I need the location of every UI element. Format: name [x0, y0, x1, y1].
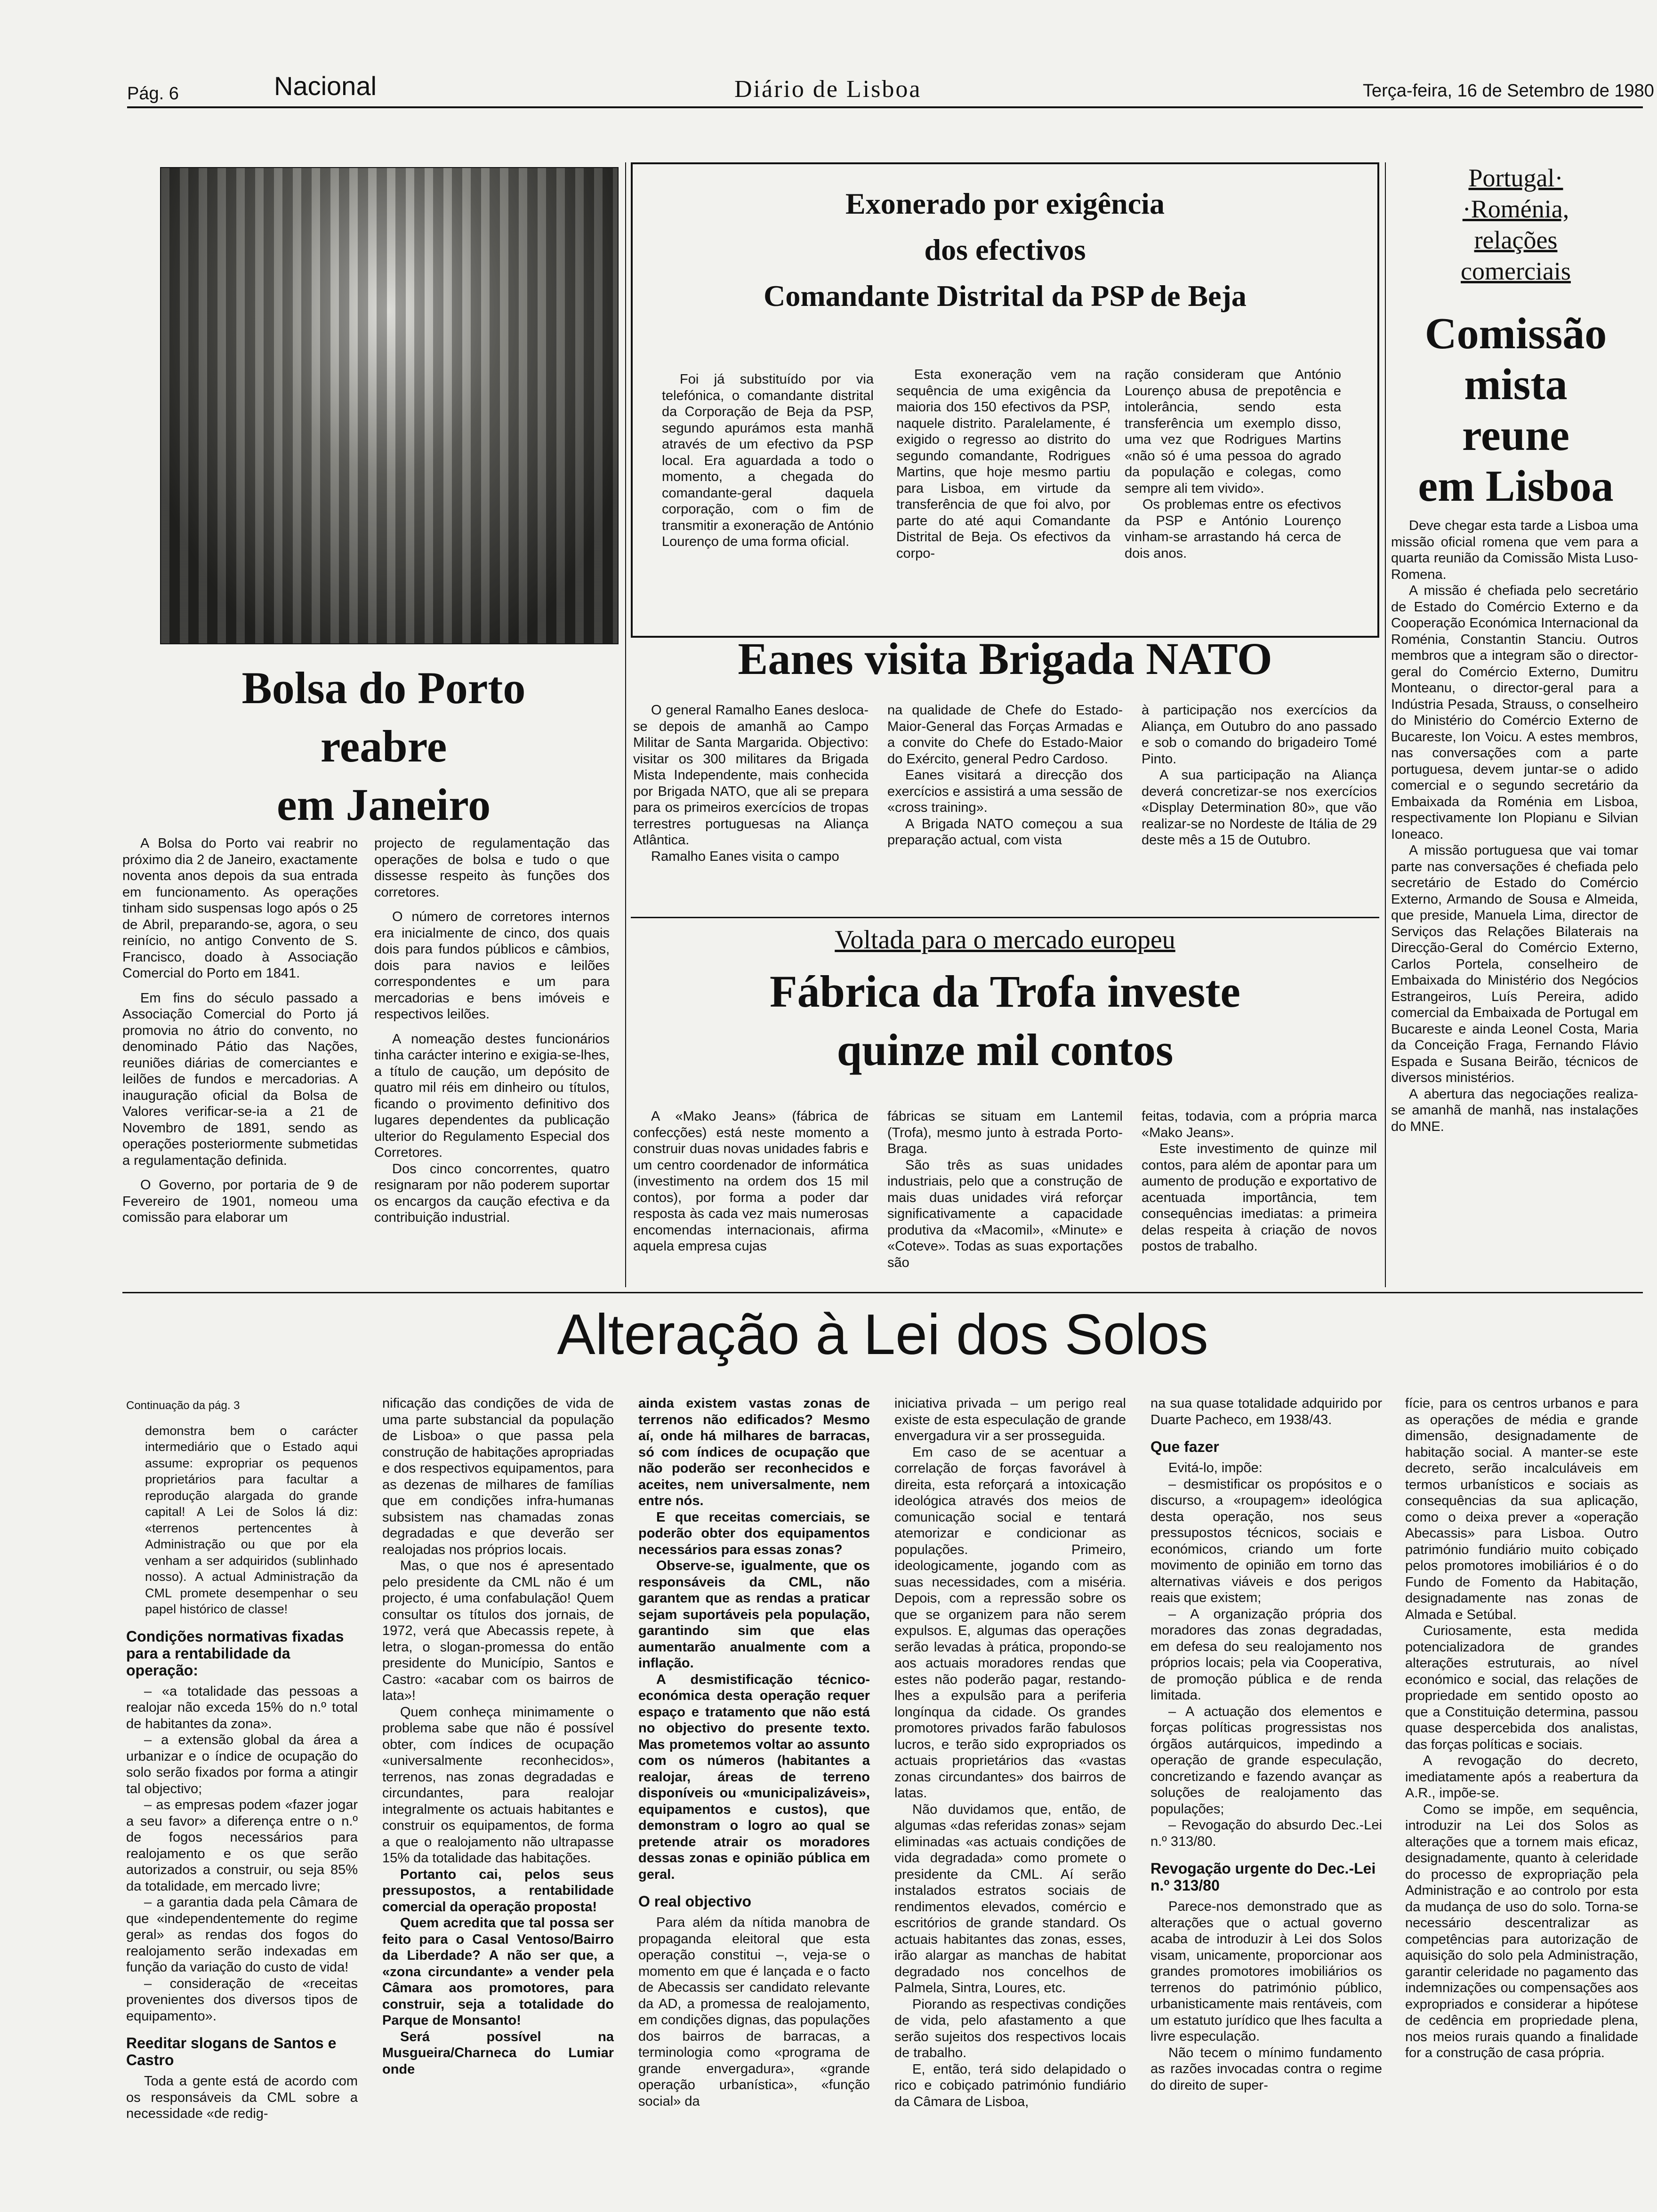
solos-column-2 [382, 1395, 614, 2077]
psp-headline-line3: Comandante Distrital da PSP de Beja [764, 279, 1247, 313]
solos-paragraph: E que receitas comerciais, se poderão obter dos equipamentos necessários para essas zonas? [638, 1509, 870, 1557]
masthead: Diário de Lisboa [734, 76, 922, 103]
page-number: Pág. 6 [127, 84, 179, 104]
kicker-line: relações [1474, 226, 1558, 254]
solos-paragraph: Curiosamente, esta medida potencializadora de grandes alterações estruturais, ao nível económico e social, das relações de propriedade em sentido oposto ao que a Constituição determina, passou quase despercebida dos analistas, das forças políticas e sociais. [1405, 1623, 1638, 1752]
romenia-paragraph: A missão é chefiada pelo secretário de Estado do Comércio Externo e da Cooperação Económica Internacional da Roménia, Constantin Stanciu. Outros membros que a integram são o director-geral do Comércio Externo, Dumitru Monteanu, o director-geral para a Indústria Pesada, Strauss, o conselheiro do Ministério do Comércio Externo de Bucareste, Ion Voicu. A estes membros, nas conversações com a parte portuguesa, devem juntar-se o adido comercial e o segundo secretário da Embaixada da Roménia em Lisboa, respectivamente Ion Plopianu e Silvian Ioneaco. [1391, 583, 1638, 842]
solos-paragraph: Mas, o que nos é apresentado pelo presidente da CML não é um projecto, é uma confabulação! Quem consultar os títulos dos jornais, de 1972, verá que Abecassis repete, à letra, o slogan-promessa do então presidente do Município, Santos e Castro: «acabar com os bairros de lata»! [382, 1558, 614, 1703]
psp-paragraph: Foi já substituído por via telefónica, o comandante distrital da Corporação de Beja da PSP, segundo apurámos esta manhã através de um efectivo da PSP local. Era aguardada a todo o momento, a chegada do comandante-geral daquela corporação, com o fim de transmitir a exoneração de António Lourenço de uma forma oficial. [662, 372, 874, 549]
romenia-headline [1393, 308, 1638, 512]
headline-line: mista [1464, 360, 1568, 409]
subheading: Condições normativas fixadas para a rentabilidade da operação: [126, 1627, 344, 1679]
solos-headline: Alteração à Lei dos Solos [557, 1302, 1208, 1366]
eanes-paragraph: Eanes visitará a direcção dos exercícios e assistirá a uma sessão de «cross training». [887, 768, 1123, 815]
headline-line: Comissão [1424, 309, 1607, 358]
subheading: Que fazer [1150, 1438, 1219, 1455]
solos-paragraph: E, então, terá sido delapidado o rico e cobiçado património fundiário da Câmara de Lisboa, [894, 2061, 1126, 2109]
headline-line: em Janeiro [276, 779, 491, 830]
solos-paragraph: Parece-nos demonstrado que as alterações que o actual governo acaba de introduzir à Lei dos Solos visam, unicamente, proporcionar aos grandes promotores imobiliários os terrenos do património público, urbanisticamente mais rentáveis, com um estatuto jurídico que lhes faculta a livre especulação. [1150, 1899, 1382, 2044]
psp-article-box [631, 162, 1379, 638]
psp-paragraph: ração consideram que António Lourenço abusa de prepotência e intolerância, sendo esta transferência um exemplo disso, uma vez que Rodrigues Martins «não só é uma pessoa do agrado da população e colegas, como sempre ali tem vivido». [1125, 367, 1341, 496]
solos-paragraph: – a extensão global da área a urbanizar e o índice de ocupação do solo serão fixados por forma a atingir tal objectivo; [126, 1732, 358, 1796]
trofa-paragraph: feitas, todavia, com a própria marca «Mako Jeans». [1142, 1109, 1377, 1140]
bolsa-paragraph: Dos cinco concorrentes, quatro resignaram por não poderem suportar os encargos da caução efectiva e da contribuição industrial. [374, 1161, 610, 1225]
solos-paragraph: Será possível na Musgueira/Charneca do Lumiar onde [382, 2029, 614, 2077]
psp-column-3 [1125, 367, 1341, 561]
solos-paragraph: – A actuação dos elementos e forças políticas progressistas nos órgãos autárquicos, impedindo a operação de grande especulação, concretizando e fazendo avançar as soluções de realojamento das populações; [1150, 1704, 1382, 1817]
kicker-line: comerciais [1461, 257, 1571, 285]
bolsa-paragraph: projecto de regulamentação das operações de bolsa e tudo o que dissesse respeito às funções dos corretores. [374, 836, 610, 900]
bolsa-headline [141, 659, 626, 834]
headline-line: Bolsa do Porto [241, 663, 526, 713]
bolsa-column-1 [122, 835, 358, 1226]
eanes-column-2 [887, 702, 1123, 849]
issue-date: Terça-feira, 16 de Setembro de 1980 [1363, 81, 1654, 101]
psp-headline-line2: dos efectivos [924, 233, 1086, 266]
solos-paragraph: Quem acredita que tal possa ser feito para o Casal Ventoso/Bairro da Liberdade? A não ser que, a «zona circundante» a vender pela Câmara aos promotores, para construir, seja a totalidade do Parque de Monsanto! [382, 1915, 614, 2028]
psp-column-2 [896, 367, 1110, 561]
solos-paragraph: iniciativa privada – um perigo real existe de esta especulação de grande envergadura vir a ser prosseguida. [894, 1396, 1126, 1443]
headline-line: reabre [320, 721, 447, 771]
kicker-line: Portugal· [1468, 164, 1563, 192]
eanes-paragraph: A Brigada NATO começou a sua preparação actual, com vista [887, 816, 1123, 848]
header-rule [127, 106, 1643, 108]
solos-paragraph: demonstra bem o carácter intermediário que o Estado aqui assume: expropriar os pequenos proprietários para facultar a reprodução alargada do grande capital! A Lei de Solos lá diz: «terrenos pertencentes à Administração ou que por ela venham a ser adquiridos (sublinhado nosso). A actual Administração da CML promete desempenhar o seu papel histórico de classe! [145, 1423, 358, 1616]
continuation-note: Continuação da pág. 3 [126, 1399, 240, 1412]
solos-column-4 [894, 1395, 1126, 2110]
eanes-paragraph: Ramalho Eanes visita o campo [651, 849, 839, 864]
subheading: Revogação urgente do Dec.-Lei n.º 313/80 [1150, 1860, 1376, 1894]
solos-paragraph: A revogação do decreto, imediatamente após a reabertura da A.R., impõe-se. [1405, 1753, 1638, 1801]
romenia-kicker [1393, 162, 1638, 287]
solos-paragraph: A desmistificação técnico-económica desta operação requer espaço e tratamento que não está no objectivo do presente texto. Mas prometemos voltar ao assunto com os números (habitantes a realojar, áreas de terreno disponíveis ou «municipalizáveis», equipamentos e custos), que demonstram o logro ao qual se pretende atrair os moradores dessas zonas e opinião pública em geral. [638, 1672, 870, 1882]
bolsa-column-2 [374, 835, 610, 1226]
solos-paragraph: Como se impõe, em sequência, introduzir na Lei dos Solos as alterações que a tornem mais eficaz, designadamente, quanto à celeridade do processo de expropriação pela Administração e ao controlo por esta da mudança de uso do solo. Torna-se necessário descentralizar as competências para autorização de aquisição do solo pela Administração, garantir celeridade no pagamento das indemnizações ou compensações aos expropriados e considerar a hipótese de cedência em propriedade plena, nos meios rurais quando a finalidade for a construção de casa própria. [1405, 1802, 1638, 2060]
solos-column-3 [638, 1395, 870, 2109]
headline-line: Fábrica da Trofa investe [770, 966, 1240, 1017]
solos-paragraph: – as empresas podem «fazer jogar a seu favor» a diferença entre o n.º de fogos necessários para realojamento e os que serão autorizados a construir, ou seja 85% da totalidade, em mercado livre; [126, 1797, 358, 1894]
solos-paragraph: – desmistificar os propósitos e o discurso, a «roupagem» ideológica desta operação, nos seus pressupostos técnicos, sociais e económicos, criando um forte movimento de opinião em torno das alternativas viáveis e dos perigos reais que existem; [1150, 1476, 1382, 1605]
romenia-paragraph: Deve chegar esta tarde a Lisboa uma missão oficial romena que vem para a quarta reunião da Comissão Mista Luso-Romena. [1391, 518, 1638, 582]
bolsa-paragraph: O Governo, por portaria de 9 de Fevereiro de 1901, nomeou uma comissão para elaborar um [122, 1178, 358, 1225]
subheading: Reeditar slogans de Santos e Castro [126, 2035, 337, 2068]
headline-line: em Lisboa [1418, 462, 1614, 511]
headline-line: quinze mil contos [837, 1025, 1174, 1075]
solos-column-6 [1405, 1395, 1638, 2061]
solos-paragraph: Toda a gente está de acordo com os responsáveis da CML sobre a necessidade «de redig- [126, 2074, 358, 2121]
bolsa-hall-photo [160, 167, 619, 644]
solos-paragraph: ainda existem vastas zonas de terrenos não edificados? Mesmo aí, onde há milhares de barracas, só com índices de ocupação que não poderão ser reconhecidos e aceites, nem universalmente, nem entre nós. [638, 1396, 870, 1508]
solos-paragraph: Para além da nítida manobra de propaganda eleitoral que esta operação constitui –, veja-se o momento em que é lançada e o facto de Abecassis ser candidato relevante da AD, a promessa de realojamento, em condições dignas, das populações dos bairros de barracas, a terminologia como «programa de grande envergadura», «grande operação urbanística», «função social» da [638, 1915, 870, 2109]
solos-paragraph: – Revogação do absurdo Dec.-Lei n.º 313/80. [1150, 1818, 1382, 1849]
solos-paragraph: Piorando as respectivas condições de vida, pelo afastamento a que serão sujeitos dos respectivos locais de trabalho. [894, 1996, 1126, 2060]
solos-paragraph: Em caso de se acentuar a correlação de forças favorável à direita, esta reforçará a intoxicação ideológica através dos meios de comunicação social e tentará atemorizar e condicionar as populações. Primeiro, ideologicamente, jogando com as suas necessidades, com a miséria. Depois, com a repressão sobre os que se organizem para não serem expulsos. E, algumas das operações serão levadas à prática, propondo-se aos actuais moradores rendas que estes não poderão pagar, restando-lhes a expulsão para a periferia longínqua da cidade. Os grandes promotores privados farão fabulosos lucros, e terão sido expropriados os actuais proprietários das «vastas zonas circundantes» dos bairros de latas. [894, 1444, 1126, 1801]
eanes-paragraph: à participação nos exercícios da Aliança, em Outubro do ano passado e sob o comando do brigadeiro Tomé Pinto. [1142, 703, 1377, 767]
trofa-kicker: Voltada para o mercado europeu [835, 925, 1175, 954]
eanes-column-3 [1142, 702, 1377, 849]
section-label: Nacional [274, 71, 377, 101]
kicker-line: ·Roménia, [1462, 195, 1569, 223]
headline-line: reune [1462, 411, 1570, 460]
solos-paragraph: Evitá-lo, impõe: [1168, 1460, 1263, 1475]
bolsa-paragraph: Em fins do século passado a Associação Comercial do Porto já promovia no átrio do convento, no denominado Pátio das Nações, reuniões diárias de comerciantes e leilões de fundos e mercadorias. A inauguração oficial da Bolsa de Valores verificar-se-ia a 21 de Novembro de 1891, sendo as operações posteriormente submetidas a regulamentação definida. [122, 990, 358, 1168]
column-rule [625, 162, 626, 1287]
bolsa-paragraph: O número de corretores internos era inicialmente de cinco, dos quais dois para fundos públicos e câmbios, dois para navios e leilões correspondentes e um para mercadorias e bens imóveis e respectivos leilões. [374, 909, 610, 1022]
psp-paragraph: Esta exoneração vem na sequência de uma exigência da maioria dos 150 efectivos da PSP, naquele distrito. Paralelamente, é exigido o regresso ao distrito do segundo comandante, Rodrigues Martins, que hoje mesmo partiu para Lisboa, em virtude da transferência de que foi alvo, por parte do até aqui Comandante Distrital de Beja. Os efectivos da corpo- [896, 367, 1110, 561]
bolsa-paragraph: A nomeação destes funcionários tinha carácter interino e exigia-se-lhes, a título de caução, um depósito de quatro mil réis em dinheiro ou títulos, ficando o provimento definitivo dos lugares dependentes da publicação ulterior do Regulamento Especial dos Corretores. [374, 1031, 610, 1160]
solos-paragraph: Não duvidamos que, então, de algumas «das referidas zonas» sejam eliminadas «as actuais condições de vida degradada» como promete o presidente da CML. Aí serão instalados estratos sociais de rendimentos elevados, comércio e escritórios de grande standard. Os actuais habitantes das zonas, esses, irão alargar as manchas de habitat degradado nos concelhos de Palmela, Sintra, Loures, etc. [894, 1802, 1126, 1996]
trofa-column-3 [1142, 1108, 1377, 1255]
romenia-paragraph: A abertura das negociações realiza-se amanhã de manhã, nas instalações do MNE. [1391, 1086, 1638, 1134]
trofa-paragraph: Este investimento de quinze mil contos, para além de apontar para um aumento de produção e exportativo de acentuada importância, tem consequências imediatas: a primeira delas respeita à criação de novos postos de trabalho. [1142, 1141, 1377, 1254]
trofa-column-1 [633, 1108, 869, 1255]
trofa-column-2 [887, 1108, 1123, 1271]
trofa-paragraph: São três as suas unidades industriais, pelo que a construção de mais duas unidades virá reforçar significativamente a capacidade produtiva da «Macomil», «Minute» e «Coteve». Todas as suas exportações são [887, 1157, 1123, 1270]
subheading: O real objectivo [638, 1893, 752, 1910]
psp-paragraph: Os problemas entre os efectivos da PSP e António Lourenço vinham-se arrastando há cerca de dois anos. [1125, 497, 1341, 561]
solos-paragraph: Não tecem o mínimo fundamento as razões invocadas contra o regime do direito de super- [1150, 2045, 1382, 2093]
solos-paragraph: – «a totalidade das pessoas a realojar não exceda 15% do n.º total de habitantes da zona». [126, 1683, 358, 1731]
solos-paragraph: – a garantia dada pela Câmara de que «independentemente do regime geral» as rendas dos fogos do realojamento serão indexadas em função da variação do custo de vida! [126, 1895, 358, 1975]
romenia-body [1391, 518, 1638, 1135]
solos-paragraph: – consideração de «receitas provenientes dos diversos tipos de equipamento». [126, 1976, 358, 2024]
trofa-paragraph: A «Mako Jeans» (fábrica de confecções) está neste momento a construir duas novas unidades fabris e um centro coordenador de informática (investimento na ordem dos 15 mil contos), por forma a poder dar resposta às cada vez mais numerosas encomendas internacionais, afirma aquela empresa cujas [633, 1109, 869, 1254]
eanes-paragraph: O general Ramalho Eanes desloca-se depois de amanhã ao Campo Militar de Santa Margarida. Objectivo: visitar os 300 militares da Brigada Mista Independente, mais conhecida por Brigada NATO, que ali se prepara para os primeiros exercícios de tropas terrestres portuguesas na Aliança Atlântica. [633, 703, 869, 848]
romenia-paragraph: A missão portuguesa que vai tomar parte nas conversações é chefiada pelo secretário de Estado do Comércio Externo, Armando de Sousa e Almeida, que preside, Manuela Lima, director de Serviços das Relações Bilaterais na Direcção-Geral do Comércio Externo, Carlos Portela, conselheiro de Embaixada do Ministério dos Negócios Estrangeiros, Luís Pereira, adido comercial da Embaixada de Portugal em Bucareste e ainda Leonel Costa, Maria da Conceição Fraga, Fernando Flávio Espada e Susana Beirão, técnicos de diversos ministérios. [1391, 843, 1638, 1085]
psp-column-1 [662, 371, 874, 550]
eanes-paragraph: na qualidade de Chefe do Estado-Maior-General das Forças Armadas e a convite do Chefe do Estado-Maior do Exército, general Pedro Cardoso. [887, 703, 1123, 767]
solos-paragraph: fície, para os centros urbanos e para as operações de média e grande dimensão, designadamente de habitação social. A manter-se este decreto, serão incalculáveis em termos urbanísticos e sociais as consequências da sua aplicação, como o deixa prever a «operação Abecassis» para Lisboa. Outro património fundiário muito cobiçado pelos promotores imobiliários é o do Fundo de Fomento da Habitação, designadamente nas zonas de Almada e Setúbal. [1405, 1396, 1638, 1622]
section-rule [122, 1292, 1643, 1293]
trofa-headline [631, 962, 1379, 1079]
solos-column-1 [126, 1398, 358, 2122]
solos-paragraph: Portanto cai, pelos seus pressupostos, a rentabilidade comercial da operação proposta! [382, 1867, 614, 1915]
eanes-headline: Eanes visita Brigada NATO [738, 633, 1272, 684]
solos-paragraph: Observe-se, igualmente, que os responsáveis da CML, não garantem que as rendas a praticar sejam suportáveis pela população, garantindo sim que elas aumentarão anualmente com a inflação. [638, 1558, 870, 1671]
solos-paragraph: – A organização própria dos moradores das zonas degradadas, em defesa do seu realojamento nos próprios locais; pela via Cooperativa, de promoção pública e de renda limitada. [1150, 1606, 1382, 1703]
solos-column-5 [1150, 1395, 1382, 2093]
trofa-paragraph: fábricas se situam em Lantemil (Trofa), mesmo junto à estrada Porto-Braga. [887, 1109, 1123, 1156]
bolsa-paragraph: A Bolsa do Porto vai reabrir no próximo dia 2 de Janeiro, exactamente noventa anos depois da sua entrada em funcionamento. As operações tinham sido suspensas logo após o 25 de Abril, preparando-se, agora, o seu reinício, no antigo Convento de S. Francisco, doado à Associação Comercial do Porto em 1841. [122, 836, 358, 981]
solos-paragraph: nificação das condições de vida de uma parte substancial da população de Lisboa» o que passa pela construção de habitações apropriadas e dos respectivos equipamentos, para as dezenas de milhares de famílias que em condições infra-humanas subsistem nas chamadas zonas degradadas e que deverão ser realojadas nos próprios locais. [382, 1396, 614, 1557]
solos-paragraph: na sua quase totalidade adquirido por Duarte Pacheco, em 1938/43. [1150, 1396, 1382, 1427]
column-rule [1385, 162, 1386, 1287]
eanes-paragraph: A sua participação na Aliança deverá concretizar-se nos exercícios «Display Determination 80», que vão realizar-se no Nordeste de Itália de 29 deste mês a 15 de Outubro. [1142, 768, 1377, 848]
eanes-column-1 [633, 702, 869, 865]
psp-headline-line1: Exonerado por exigência [845, 187, 1165, 220]
solos-paragraph: Quem conheça minimamente o problema sabe que não é possível obter, com índices de ocupação «universalmente reconhecidos», terrenos, nas zonas degradadas e circundantes, para realojar integralmente os actuais habitantes e construir os equipamentos, de forma a que o realojamento não ultrapasse 15% da totalidade das habitações. [382, 1704, 614, 1866]
section-rule [631, 917, 1379, 918]
